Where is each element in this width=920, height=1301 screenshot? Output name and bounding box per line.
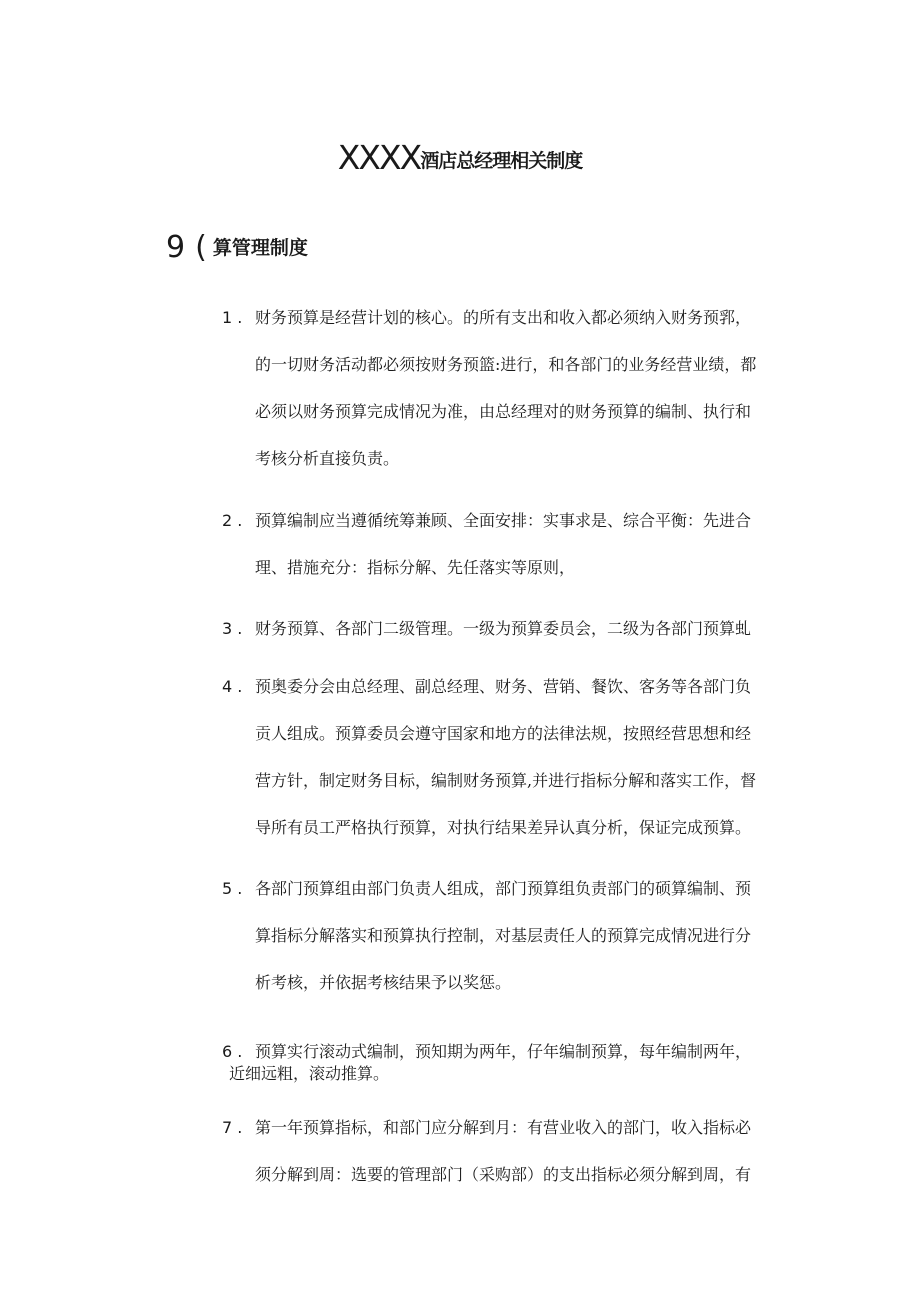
- paragraph-5: [222, 879, 751, 1020]
- paragraph-marker: 7 .: [222, 1118, 243, 1137]
- paragraph-line: 析考核，并依据考核结果予以奖惩。: [255, 973, 512, 992]
- paragraph-6: [222, 1042, 751, 1086]
- paragraph-line: 预算编制应当遵循统筹兼顾、全面安排：实事求是、综合平衡：先进合: [255, 511, 752, 530]
- paragraph-line: 导所有员工严格执行预算，对执行结果差异认真分析，保证完成预算。: [255, 818, 752, 837]
- paragraph-marker: 5 .: [222, 879, 243, 898]
- paragraph-line: 预算实行滚动式编制，预知期为两年，仔年编制预算，每年编制两年，: [255, 1042, 752, 1061]
- title-cjk: 酒店总经理相关制度: [420, 150, 583, 172]
- paragraph-line: 贡人组成。预算委员会遵守国家和地方的法律法规，按照经营思想和经: [255, 724, 752, 743]
- paragraph-marker: 3 .: [222, 619, 243, 638]
- paragraph-line: 理、措施充分：指标分解、先任落实等原则，: [255, 558, 576, 577]
- paragraph-3: [222, 619, 751, 666]
- paragraph-line: 算指标分解落实和预算执行控制，对基层责任人的预算完成情况进行分: [255, 926, 752, 945]
- paragraph-line: 的一切财务活动都必须按财务预篮:进行，和各部门的业务经营业绩，都: [255, 355, 757, 374]
- paragraph-2: [222, 511, 751, 605]
- section-title: 算管理制度: [212, 237, 308, 259]
- paragraph-4: [222, 677, 756, 865]
- paragraph-line: 必须以财务预算完成情况为准，由总经理对的财务预算的编制、执行和: [255, 402, 752, 421]
- paragraph-line: 须分解到周：选要的管理部门（采购部）的支出指标必须分解到周，有: [255, 1165, 752, 1184]
- paragraph-line: 近细远粗，滚动推算。: [229, 1064, 390, 1083]
- paragraph-line: 营方针，制定财务目标，编制财务预算,并进行指标分解和落实工作，督: [255, 771, 757, 790]
- paragraph-line: 预奥委分会由总经理、副总经理、财务、营销、餐饮、客务等各部门负: [255, 677, 752, 696]
- section-number: 9: [166, 230, 186, 265]
- paragraph-marker: 2 .: [222, 511, 243, 530]
- paragraph-marker: 6 .: [222, 1042, 243, 1061]
- section-heading: [166, 230, 308, 265]
- paragraph-line: 财务预算是经营计划的核心。的所有支出和收入都必须纳入财务预郛，: [255, 308, 752, 327]
- title-latin: XXXX: [337, 138, 421, 177]
- paragraph-7: [222, 1118, 751, 1212]
- paragraph-line: 财务预算、各部门二级管理。一级为预算委员会，二级为各部门预算虬: [255, 619, 752, 638]
- paragraph-line: 第一年预算指标，和部门应分解到月：有营业收入的部门，收入指标必: [255, 1118, 752, 1137]
- document-title: [0, 138, 920, 177]
- paragraph-marker: 1 .: [222, 308, 243, 327]
- paragraph-marker: 4 .: [222, 677, 243, 696]
- paragraph-line: 各部门预算组由部门负责人组成，部门预算组负责部门的硕算编制、预: [255, 879, 752, 898]
- paragraph-1: [222, 308, 756, 496]
- section-paren: (: [195, 230, 207, 265]
- paragraph-line: 考核分析直接负责。: [255, 449, 400, 468]
